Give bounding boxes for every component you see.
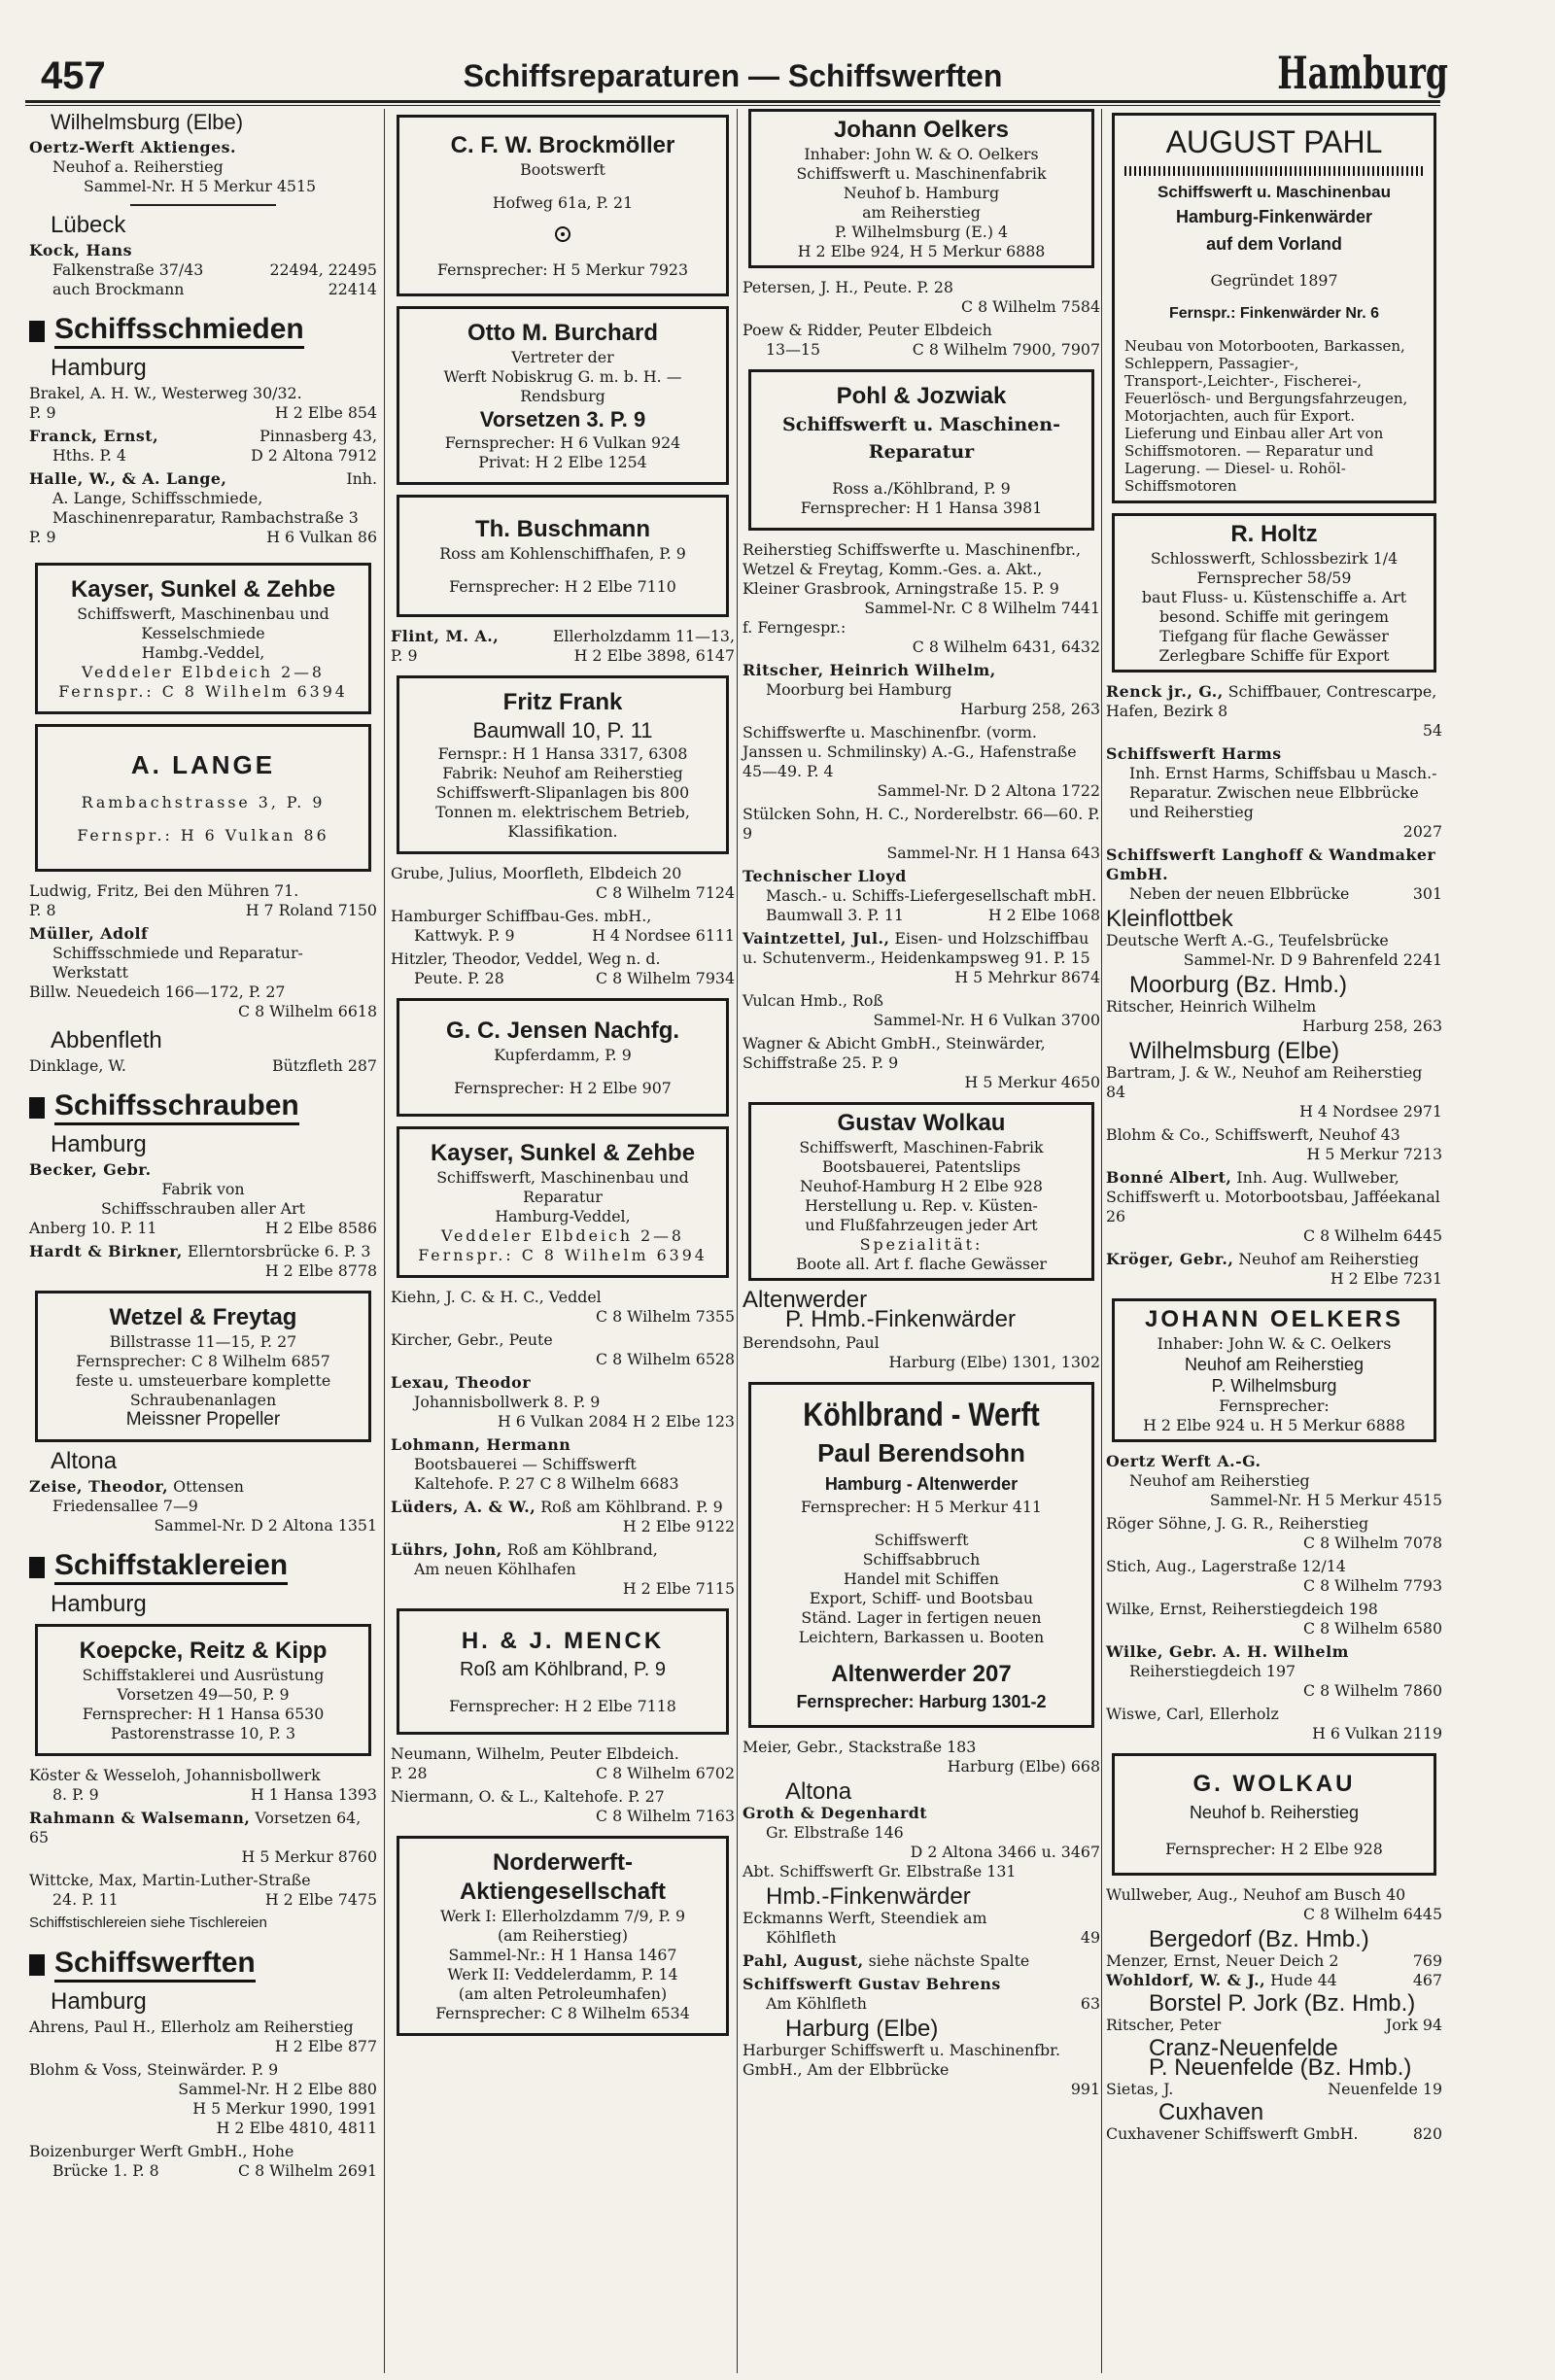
section-heading: Schiffsschrauben [29, 1089, 377, 1125]
list-item: Poew & Ridder, Peuter Elbdeich 13—15 C 8 Wilhelm 7900, 7907 [743, 321, 1100, 359]
list-item: Lexau, Theodor Johannisbollwerk 8. P. 9 H 6 Vulkan 2084 H 2 Elbe 123 [391, 1373, 735, 1431]
advertisement-box: Pohl & Jozwiak Schiffswerft u. Maschinen-Reparatur Ross a./Köhlbrand, P. 9 Fernsprecher: H 1 Hansa 3981 [748, 369, 1094, 531]
city-heading: Bergedorf (Bz. Hmb.) [1149, 1926, 1369, 1952]
list-item: Vaintzettel, Jul., Eisen- und Holzschiffbau u. Schutenverm., Heidenkampsweg 91. P. 15 H 5 Mehrkur 8674 [743, 929, 1100, 986]
city-heading: Hamburg [51, 1988, 147, 2015]
list-item: Lüders, A. & W., Roß am Köhlbrand. P. 9 H 2 Elbe 9122 [391, 1498, 735, 1535]
column-divider [384, 109, 385, 2373]
list-item: Kock, Hans Falkenstraße 37/43 22494, 22495 auch Brockmann 22414 [29, 241, 377, 298]
square-bullet-icon [29, 1097, 45, 1119]
square-bullet-icon [29, 1557, 45, 1578]
list-item: Deutsche Werft A.-G., Teufelsbrücke Sammel-Nr. D 9 Bahrenfeld 2241 [1106, 931, 1442, 969]
city-heading: Borstel P. Jork (Bz. Hmb.) [1149, 1990, 1416, 2017]
list-item: Petersen, J. H., Peute. P. 28 C 8 Wilhelm 7584 [743, 278, 1100, 316]
list-item: Wittcke, Max, Martin-Luther-Straße 24. P. 11 H 2 Elbe 7475 [29, 1871, 377, 1909]
advertisement-box: Th. Buschmann Ross am Kohlenschiffhafen, P. 9 Fernsprecher: H 2 Elbe 7110 [397, 495, 729, 617]
list-item: Meier, Gebr., Stackstraße 183 Harburg (Elbe) 668 [743, 1738, 1100, 1776]
square-bullet-icon [29, 321, 45, 342]
list-item: Zeise, Theodor, Ottensen Friedensallee 7—9 Sammel-Nr. D 2 Altona 1351 [29, 1477, 377, 1535]
list-item: Stülcken Sohn, H. C., Norderelbstr. 66—60. P. 9 Sammel-Nr. H 1 Hansa 643 [743, 805, 1100, 862]
column-4 [1106, 109, 1442, 2144]
advertisement-box: H. & J. MENCK Roß am Köhlbrand, P. 9 Fernsprecher: H 2 Elbe 7118 [397, 1608, 729, 1735]
advertisement-box: Gustav Wolkau Schiffswerft, Maschinen-Fabrik Bootsbauerei, Patentslips Neuhof-Hamburg H 2 Elbe 928 Herstellung u. Rep. v. Küsten- und Flußfahrzeugen jeder Art Spezialität: Boote all. Art f. flache Gewässer [748, 1102, 1094, 1281]
list-item: Ritscher, Peter Jork 94 [1106, 2016, 1442, 2034]
advertisement-box: R. Holtz Schlosswerft, Schlossbezirk 1/4 Fernsprecher 58/59 baut Fluss- u. Küstenschiffe a. Art besond. Schiffe mit geringem Tiefgang für flache Gewässer Zerlegbare Schiffe für Export [1112, 513, 1436, 673]
list-item: Eckmanns Werft, Steendiek am Köhlfleth 49 [743, 1909, 1100, 1947]
page-number: 457 [41, 54, 106, 97]
city-heading: Abbenfleth [51, 1027, 162, 1053]
section-heading: Schiffstaklereien [29, 1549, 377, 1585]
list-item: Wagner & Abicht GmbH., Steinwärder, Schiffstraße 25. P. 9 H 5 Merkur 4650 [743, 1034, 1100, 1091]
list-item: Neumann, Wilhelm, Peuter Elbdeich. P. 28 C 8 Wilhelm 6702 [391, 1744, 735, 1782]
city-heading: Altenwerder [743, 1287, 868, 1313]
list-item: Wilke, Ernst, Reiherstiegdeich 198 C 8 Wilhelm 6580 [1106, 1600, 1442, 1638]
list-item: Ludwig, Fritz, Bei den Mühren 71. P. 8 H 7 Roland 7150 [29, 881, 377, 919]
city-heading: Wilhelmsburg (Elbe) [1129, 1038, 1340, 1064]
list-item: Rahmann & Walsemann, Vorsetzen 64, 65 H 5 Merkur 8760 [29, 1809, 377, 1866]
list-item: Flint, M. A., Ellerholzdamm 11—13, P. 9 H 2 Elbe 3898, 6147 [391, 627, 735, 665]
header-rule-thin [25, 105, 1440, 106]
city-heading: Hamburg [51, 355, 147, 381]
city-heading: Cuxhaven [1158, 2099, 1264, 2125]
list-item: Cuxhavener Schiffswerft GmbH. 820 [1106, 2124, 1442, 2143]
list-item: Wullweber, Aug., Neuhof am Busch 40 C 8 Wilhelm 6445 [1106, 1885, 1442, 1923]
advertisement-box: A. LANGE Rambachstrasse 3, P. 9 Fernspr.: H 6 Vulkan 86 [35, 724, 371, 872]
list-item: Lührs, John, Roß am Köhlbrand, Am neuen Köhlhafen H 2 Elbe 7115 [391, 1540, 735, 1598]
column-divider [737, 109, 738, 2373]
city-heading: Hamburg [51, 1131, 147, 1157]
advertisement-box: AUGUST PAHL Schiffswerft u. Maschinenbau Hamburg-Finkenwärder auf dem Vorland Gegründet 1897 Fernspr.: Finkenwärder Nr. 6 Neubau von Motorbooten, Barkassen, Schleppern, Passagier-, Transport-,Leichter-, Fischerei-, Feuerlösch- und Bergungsfahrzeugen, Motorjachten, auch für Export. Lieferung und Einbau aller Art von Schiffsmotoren. — Reparatur und Lagerung. — Diesel- u. Rohöl-Schiffsmotoren [1112, 113, 1436, 503]
list-item: Lohmann, Hermann Bootsbauerei — Schiffswerft Kaltehofe. P. 27 C 8 Wilhelm 6683 [391, 1435, 679, 1493]
city-heading: Altona [51, 1448, 118, 1474]
list-item: Kröger, Gebr., Neuhof am Reiherstieg H 2 Elbe 7231 [1106, 1250, 1442, 1288]
list-item: Becker, Gebr. Fabrik von Schiffsschrauben aller Art Anberg 10. P. 11 H 2 Elbe 8586 [29, 1160, 377, 1237]
list-item: Schiffswerft Harms Inh. Ernst Harms, Schiffsbau u Masch.-Reparatur. Zwischen neue Elbbrücke und Reiherstieg 2027 [1106, 744, 1442, 841]
city-heading: P. Neuenfelde (Bz. Hmb.) [1149, 2054, 1412, 2081]
list-item: Harburger Schiffswerft u. Maschinenfbr. GmbH., Am der Elbbrücke 991 [743, 2041, 1100, 2098]
column-divider [1101, 109, 1102, 2373]
list-item: Sietas, J. Neuenfelde 19 [1106, 2080, 1442, 2098]
list-item: Blohm & Co., Schiffswerft, Neuhof 43 H 5 Merkur 7213 [1106, 1125, 1442, 1163]
list-item: Blohm & Voss, Steinwärder. P. 9 Sammel-Nr. H 2 Elbe 880 H 5 Merkur 1990, 1991 H 2 Elbe 4810, 4811 [29, 2060, 377, 2137]
divider [130, 204, 276, 206]
list-item: Wilke, Gebr. A. H. Wilhelm Reiherstiegdeich 197 C 8 Wilhelm 7860 [1106, 1642, 1442, 1700]
city-heading: Moorburg (Bz. Hmb.) [1129, 972, 1348, 998]
list-item: Kiehn, J. C. & H. C., Veddel C 8 Wilhelm 7355 [391, 1288, 735, 1326]
advertisement-box: G. WOLKAU Neuhof b. Reiherstieg Fernsprecher: H 2 Elbe 928 [1112, 1753, 1436, 1876]
advertisement-box: Koepcke, Reitz & Kipp Schiffstaklerei und Ausrüstung Vorsetzen 49—50, P. 9 Fernsprecher: H 1 Hansa 6530 Pastorenstrasse 10, P. 3 [35, 1624, 371, 1756]
section-heading: Schiffswerften [29, 1947, 377, 1983]
square-bullet-icon [29, 1954, 45, 1976]
list-item: Wohldorf, W. & J., Hude 44 467 [1106, 1971, 1442, 1989]
list-item: Kircher, Gebr., Peute C 8 Wilhelm 6528 [391, 1330, 735, 1368]
list-item: Hardt & Birkner, Ellerntorsbrücke 6. P. 3 H 2 Elbe 8778 [29, 1242, 377, 1280]
city-heading: Cranz-Neuenfelde [1149, 2035, 1338, 2061]
list-item: Renck jr., G., Schiffbauer, Contrescarpe, Hafen, Bezirk 8 54 [1106, 682, 1442, 740]
list-item: Boizenburger Werft GmbH., Hohe Brücke 1. P. 8 C 8 Wilhelm 2691 [29, 2142, 377, 2180]
list-item: Dinklage, W. Bützfleth 287 [29, 1056, 377, 1075]
advertisement-box: Kayser, Sunkel & Zehbe Schiffswerft, Maschinenbau und Reparatur Hamburg-Veddel, Veddeler Elbdeich 2—8 Fernspr.: C 8 Wilhelm 6394 [397, 1126, 729, 1278]
list-item: Brakel, A. H. W., Westerweg 30/32. P. 9 H 2 Elbe 854 [29, 384, 377, 422]
city-heading: Harburg (Elbe) [785, 2016, 939, 2042]
column-2 [391, 109, 735, 2046]
advertisement-box: G. C. Jensen Nachfg. Kupferdamm, P. 9 Fernsprecher: H 2 Elbe 907 [397, 998, 729, 1117]
header-rule [25, 100, 1440, 103]
advertisement-box: Johann Oelkers Inhaber: John W. & O. Oelkers Schiffswerft u. Maschinenfabrik Neuhof b. Hamburg am Reiherstieg P. Wilhelmsburg (E.) 4 H 2 Elbe 924, H 5 Merkur 6888 [748, 109, 1094, 268]
list-item: Halle, W., & A. Lange, Inh. A. Lange, Schiffsschmiede, Maschinenreparatur, Rambachstraße 3 P. 9 H 6 Vulkan 86 [29, 469, 377, 546]
list-item: Hitzler, Theodor, Veddel, Weg n. d. Peute. P. 28 C 8 Wilhelm 7934 [391, 949, 735, 987]
advertisement-box: C. F. W. Brockmöller Bootswerft Hofweg 61a, P. 21 Fernsprecher: H 5 Merkur 7923 [397, 115, 729, 296]
list-item: Hamburger Schiffbau-Ges. mbH., Kattwyk. P. 9 H 4 Nordsee 6111 [391, 907, 735, 945]
city-heading: Altona [785, 1778, 852, 1805]
column-3 [743, 109, 1100, 2103]
city-heading: Wilhelmsburg (Elbe) [51, 110, 244, 134]
list-item: Ritscher, Heinrich Wilhelm, Moorburg bei Hamburg Harburg 258, 263 [743, 661, 1100, 718]
list-item: Schiffswerft Langhoff & Wandmaker GmbH. Neben der neuen Elbbrücke 301 [1106, 845, 1442, 903]
advertisement-box: Wetzel & Freytag Billstrasse 11—15, P. 27 Fernsprecher: C 8 Wilhelm 6857 feste u. umsteuerbare komplette Schraubenanlagen Meissner Propeller [35, 1291, 371, 1442]
list-item: Niermann, O. & L., Kaltehofe. P. 27 C 8 Wilhelm 7163 [391, 1787, 735, 1825]
advertisement-box: JOHANN OELKERS Inhaber: John W. & C. Oelkers Neuhof am Reiherstieg P. Wilhelmsburg Fernsprecher: H 2 Elbe 924 u. H 5 Merkur 6888 [1112, 1298, 1436, 1442]
advertisement-box: Otto M. Burchard Vertreter der Werft Nobiskrug G. m. b. H. — Rendsburg Vorsetzen 3. P. 9 Fernsprecher: H 6 Vulkan 924 Privat: H 2 Elbe 1254 [397, 306, 729, 485]
target-icon [555, 226, 570, 242]
city-heading: Hmb.-Finkenwärder [766, 1883, 971, 1910]
list-item: Grube, Julius, Moorfleth, Elbdeich 20 C 8 Wilhelm 7124 [391, 864, 735, 902]
list-item: Bonné Albert, Inh. Aug. Wullweber, Schiffswerft u. Motorbootsbau, Jafféekanal 26 C 8 Wilhelm 6445 [1106, 1168, 1442, 1245]
list-item: Schiffswerft Gustav Behrens Am Köhlfleth 63 [743, 1975, 1100, 2013]
page-header [25, 47, 1448, 101]
advertisement-box: Fritz Frank Baumwall 10, P. 11 Fernspr.: H 1 Hansa 3317, 6308 Fabrik: Neuhof am Reiherstieg Schiffswerft-Slipanlagen bis 800 Tonnen m. elektrischem Betrieb, Klassifikation. [397, 675, 729, 854]
list-item: Oertz Werft A.-G. Neuhof am Reiherstieg Sammel-Nr. H 5 Merkur 4515 [1106, 1452, 1442, 1509]
list-item: Bartram, J. & W., Neuhof am Reiherstieg 84 H 4 Nordsee 2971 [1106, 1063, 1442, 1121]
list-item: Ritscher, Heinrich Wilhelm Harburg 258, 263 [1106, 997, 1442, 1035]
decorative-stripe [1124, 166, 1424, 176]
list-item: Röger Söhne, J. G. R., Reiherstieg C 8 Wilhelm 7078 [1106, 1514, 1442, 1552]
list-item: Wiswe, Carl, Ellerholz H 6 Vulkan 2119 [1106, 1705, 1442, 1742]
section-heading: Schiffsschmieden [29, 313, 377, 349]
list-item: Berendsohn, Paul Harburg (Elbe) 1301, 1302 [743, 1333, 1100, 1371]
list-item: Groth & Degenhardt Gr. Elbstraße 146 D 2 Altona 3466 u. 3467 Abt. Schiffswerft Gr. Elbstraße 131 [743, 1804, 1100, 1880]
cross-reference: Schiffstischlereien siehe Tischlereien [29, 1914, 267, 1931]
list-item: Köster & Wesseloh, Johannisbollwerk 8. P. 9 H 1 Hansa 1393 [29, 1766, 377, 1804]
city-heading: Kleinflottbek [1106, 906, 1233, 932]
list-item: Schiffswerfte u. Maschinenfbr. (vorm. Janssen u. Schmilinsky) A.-G., Hafenstraße 45—49. P. 4 Sammel-Nr. D 2 Altona 1722 [743, 723, 1100, 800]
advertisement-box: Köhlbrand - Werft Paul Berendsohn Hamburg - Altenwerder Fernsprecher: H 5 Merkur 411 Schiffswerft Schiffsabbruch Handel mit Schiffen Export, Schiff- und Bootsbau Ständ. Lager in fertigen neuen Leichtern, Barkassen u. Booten Altenwerder 207 Fernsprecher: Harburg 1301-2 [748, 1382, 1094, 1728]
page-title: Schiffsreparaturen — Schiffswerften [463, 58, 1003, 93]
list-item: Vulcan Hmb., Roß Sammel-Nr. H 6 Vulkan 3700 [743, 991, 1100, 1029]
list-item: Technischer Lloyd Masch.- u. Schiffs-Liefergesellschaft mbH. Baumwall 3. P. 11 H 2 Elbe 1068 [743, 867, 1100, 924]
list-item: Ahrens, Paul H., Ellerholz am Reiherstieg H 2 Elbe 877 [29, 2018, 377, 2055]
list-item: Stich, Aug., Lagerstraße 12/14 C 8 Wilhelm 7793 [1106, 1557, 1442, 1595]
column-1 [29, 109, 377, 2185]
city-heading: Hamburg [51, 1591, 147, 1617]
advertisement-box: Norderwerft-Aktiengesellschaft Werk I: Ellerholzdamm 7/9, P. 9 (am Reiherstieg) Sammel-Nr.: H 1 Hansa 1467 Werk II: Veddelerdamm, P. 14 (am alten Petroleumhafen) Fernsprecher: C 8 Wilhelm 6534 [397, 1836, 729, 2036]
list-item: Reiherstieg Schiffswerfte u. Maschinenfbr., Wetzel & Freytag, Komm.-Ges. a. Akt., Kleiner Grasbrook, Arningstraße 15. P. 9 Sammel-Nr. C 8 Wilhelm 7441 f. Ferngespr.: C 8 Wilhelm 6431, 6432 [743, 540, 1100, 656]
advertisement-box: Kayser, Sunkel & Zehbe Schiffswerft, Maschinenbau und Kesselschmiede Hambg.-Veddel, Veddeler Elbdeich 2—8 Fernspr.: C 8 Wilhelm 6394 [35, 563, 371, 714]
list-item: Pahl, August, siehe nächste Spalte [743, 1951, 1030, 1970]
list-item: Menzer, Ernst, Neuer Deich 2 769 [1106, 1951, 1442, 1970]
city-heading: Lübeck [51, 212, 126, 238]
list-item: Franck, Ernst, Pinnasberg 43, Hths. P. 4 D 2 Altona 7912 [29, 427, 377, 465]
city-heading: P. Hmb.-Finkenwärder [785, 1306, 1016, 1332]
list-item: Oertz-Werft Aktienges. Neuhof a. Reiherstieg Sammel-Nr. H 5 Merkur 4515 [29, 138, 317, 195]
list-item: Müller, Adolf Schiffsschmiede und Reparatur-Werkstatt Billw. Neuedeich 166—172, P. 27 C 8 Wilhelm 6618 [29, 924, 377, 1020]
header-city: Hamburg [1277, 47, 1448, 99]
